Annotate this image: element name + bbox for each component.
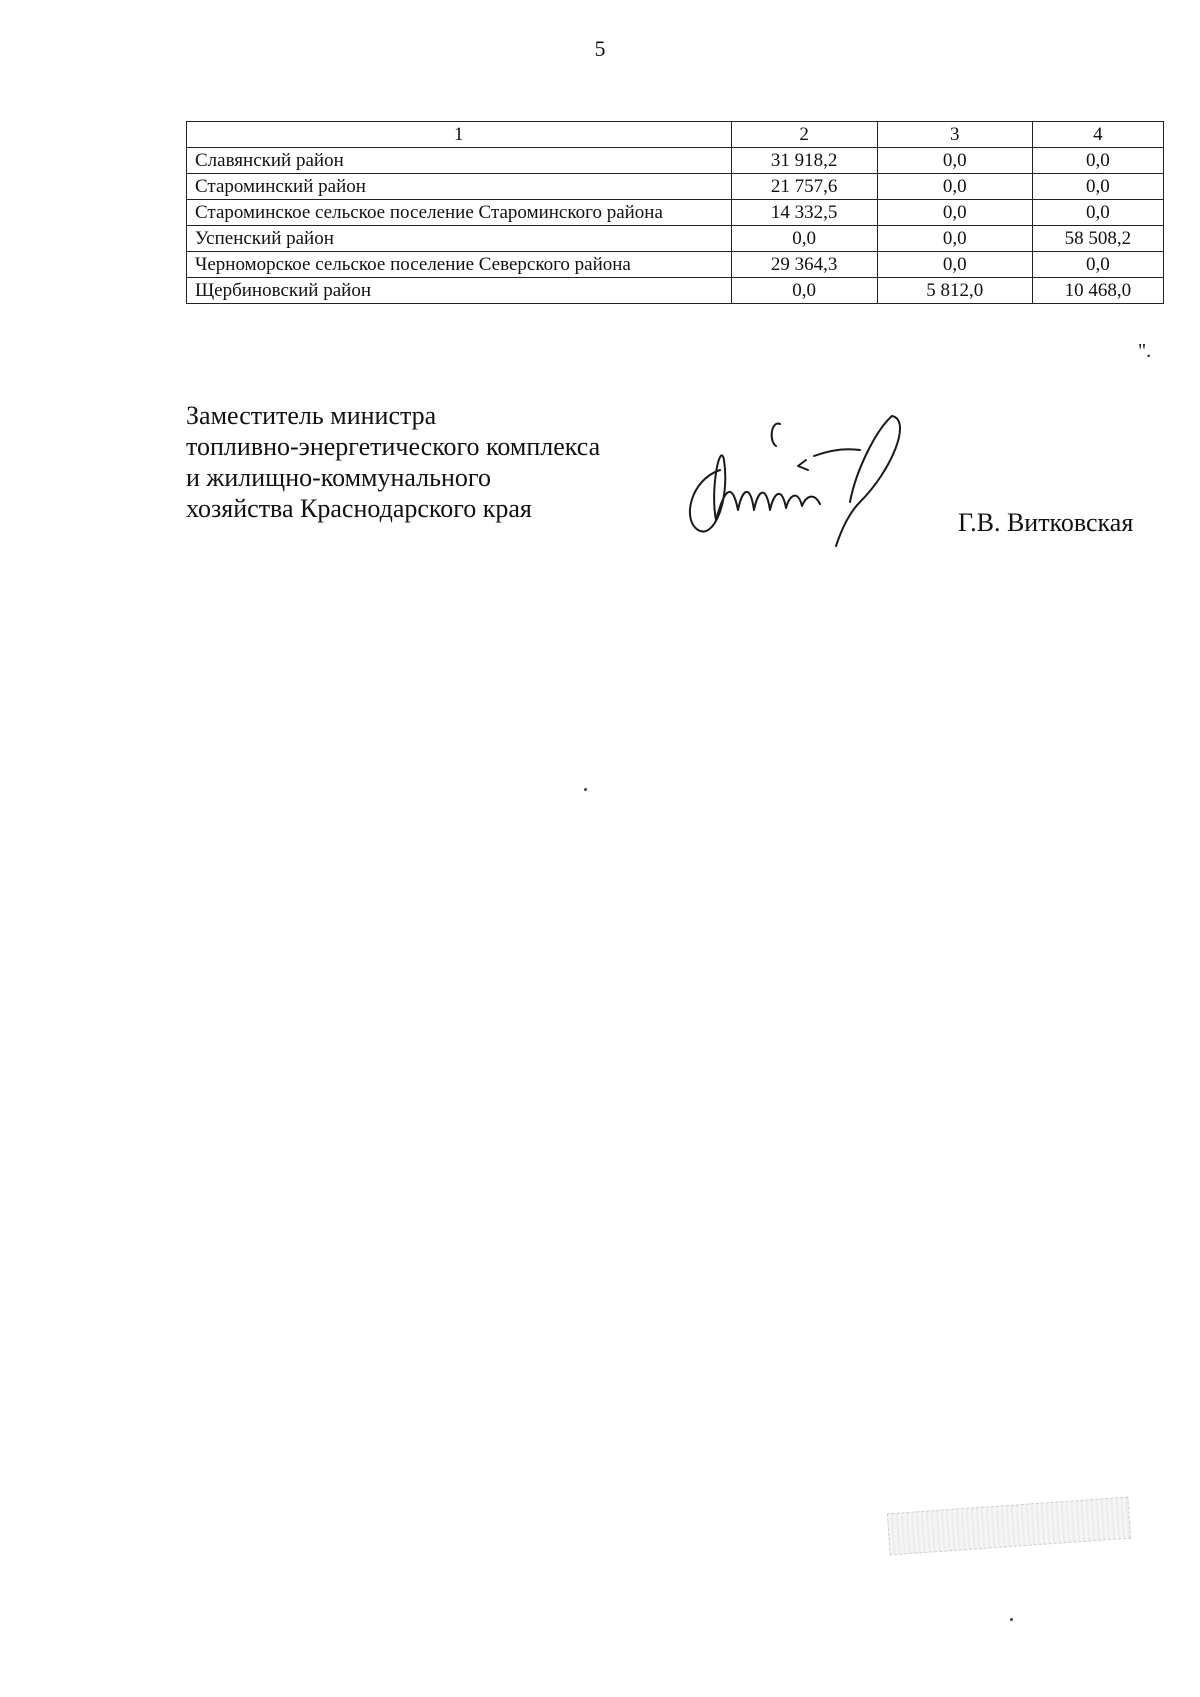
closing-quote-mark: ". <box>1138 340 1152 362</box>
row-value-col2: 29 364,3 <box>731 252 877 278</box>
row-value-col3: 0,0 <box>877 226 1032 252</box>
scan-speck <box>1010 1618 1013 1621</box>
row-value-col4: 0,0 <box>1032 200 1163 226</box>
column-header: 2 <box>731 122 877 148</box>
column-header: 1 <box>187 122 732 148</box>
row-name: Щербиновский район <box>187 278 732 304</box>
data-table <box>186 121 1164 304</box>
table-row <box>187 200 1164 226</box>
row-name: Успенский район <box>187 226 732 252</box>
signatory-title-line: Заместитель министра <box>186 401 437 430</box>
table-row <box>187 226 1164 252</box>
signatory-title-line: и жилищно-коммунального <box>186 463 491 492</box>
row-value-col3: 0,0 <box>877 174 1032 200</box>
signatory-title-line: хозяйства Краснодарского края <box>186 494 532 523</box>
table-row <box>187 174 1164 200</box>
row-value-col3: 0,0 <box>877 148 1032 174</box>
signer-name: Г.В. Витковская <box>958 508 1134 537</box>
signatory-title-line: топливно-энергетического комплекса <box>186 432 601 461</box>
row-name: Староминский район <box>187 174 732 200</box>
row-value-col2: 31 918,2 <box>731 148 877 174</box>
row-value-col2: 14 332,5 <box>731 200 877 226</box>
row-value-col4: 10 468,0 <box>1032 278 1163 304</box>
handwritten-signature-icon <box>680 410 940 550</box>
row-value-col2: 0,0 <box>731 226 877 252</box>
table-row <box>187 278 1164 304</box>
table-row <box>187 148 1164 174</box>
row-value-col2: 21 757,6 <box>731 174 877 200</box>
row-name: Славянский район <box>187 148 732 174</box>
page-number: 5 <box>594 36 606 61</box>
row-name: Староминское сельское поселение Староминского района <box>187 200 732 226</box>
signatory-title <box>186 400 666 524</box>
scan-speck <box>584 788 587 791</box>
row-value-col4: 0,0 <box>1032 252 1163 278</box>
row-value-col2: 0,0 <box>731 278 877 304</box>
column-header: 4 <box>1032 122 1163 148</box>
row-value-col4: 0,0 <box>1032 148 1163 174</box>
row-value-col3: 0,0 <box>877 252 1032 278</box>
faint-stamp-icon <box>887 1497 1131 1556</box>
row-name: Черноморское сельское поселение Северского района <box>187 252 732 278</box>
row-value-col4: 0,0 <box>1032 174 1163 200</box>
table-row <box>187 252 1164 278</box>
table-header-row <box>187 122 1164 148</box>
row-value-col4: 58 508,2 <box>1032 226 1163 252</box>
row-value-col3: 5 812,0 <box>877 278 1032 304</box>
row-value-col3: 0,0 <box>877 200 1032 226</box>
column-header: 3 <box>877 122 1032 148</box>
